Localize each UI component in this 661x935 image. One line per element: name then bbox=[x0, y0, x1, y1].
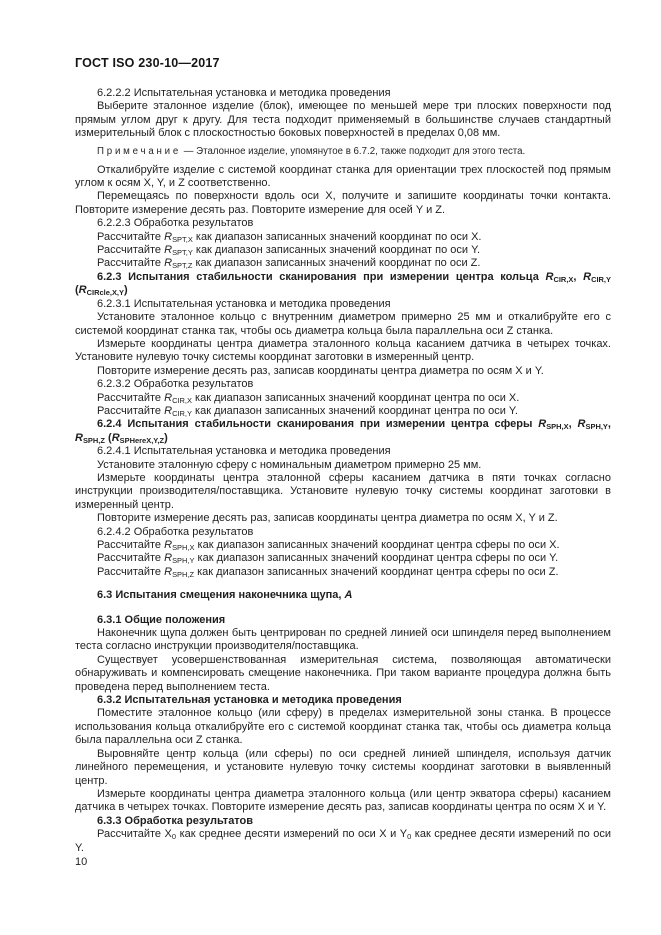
subclause-heading-6-2-3-2: 6.2.3.2 Обработка результатов bbox=[97, 378, 254, 391]
paragraph: Рассчитайте $R_{SPT,Z}$ как диапазон записанных значений координат по оси Z. bbox=[97, 257, 481, 271]
paragraph: Поместите эталонное кольцо (или сферу) в пределах измерительной зоны станка. В процессе использования кольца откалибруйте его с системой координат станка так, чтобы ось диаметра кольца была параллельна оси Z станка. bbox=[75, 707, 611, 747]
clause-heading-6-3-1: 6.3.1 Общие положения bbox=[97, 613, 226, 626]
paragraph: Наконечник щупа должен быть центрирован по средней линией оси шпинделя перед выполнением теста согласно инструкции производителя/поставщика. bbox=[75, 627, 611, 653]
clause-heading-6-2-4: 6.2.4 Испытания стабильности сканирования при измерении центра сферы $R_{SPH,X}$, $R_{SPH,Y}$, $R_{SPH,Z}$ $(R_{SPHereX,Y,Z})$ bbox=[75, 418, 611, 445]
page-number: 10 bbox=[75, 855, 88, 868]
paragraph: Измерьте координаты центра диаметра эталонного кольца касанием датчика в четырех точках. Установите нулевую точку системы координат заготовки в измеренный центр. bbox=[75, 337, 611, 364]
paragraph: Рассчитайте $R_{CIR,X}$ как диапазон записанных значений координат центра по оси X. bbox=[97, 391, 520, 405]
running-header: ГОСТ ISO 230-10—2017 bbox=[75, 56, 220, 70]
paragraph: Рассчитайте $R_{SPH,Y}$ как диапазон записанных значений координат центра сферы по оси Y. bbox=[97, 552, 559, 566]
subclause-heading-6-2-4-2: 6.2.4.2 Обработка результатов bbox=[97, 525, 254, 538]
clause-heading-6-2-3: 6.2.3 Испытания стабильности сканирования при измерении центра кольца $R_{CIR,X}$, $R_{CIR,Y}$ $(R_{CIRcle,X,Y})$ bbox=[75, 270, 611, 298]
paragraph: Перемещаясь по поверхности вдоль оси X, получите и запишите координаты точки контакта. Повторите измерение десять раз. Повторите измерение для осей Y и Z. bbox=[75, 190, 611, 216]
paragraph: Рассчитайте $R_{SPT,X}$ как диапазон записанных значений координат по оси X. bbox=[97, 230, 482, 244]
clause-heading-6-3-3: 6.3.3 Обработка результатов bbox=[97, 814, 254, 827]
paragraph: Измерьте координаты центра диаметра эталонного кольца (или центр экватора сферы) касанием датчика в четырех точках. Повторите измерение десять раз, записав координаты центра по осям X и Y. bbox=[75, 787, 611, 814]
subclause-heading-6-2-2-2: 6.2.2.2 Испытательная установка и методика проведения bbox=[97, 87, 391, 99]
paragraph: Рассчитайте $R_{SPH,Z}$ как диапазон записанных значений координат центра сферы по оси Z. bbox=[97, 565, 559, 579]
subclause-heading-6-2-2-3: 6.2.2.3 Обработка результатов bbox=[97, 217, 254, 230]
paragraph: Рассчитайте $R_{CIR,Y}$ как диапазон записанных значений координат центра по оси Y. bbox=[97, 404, 518, 418]
paragraph: Установите эталонное кольцо с внутренним диаметром примерно 25 мм и откалибруйте его с системой координат станка так, чтобы ось диаметра кольца была параллельна оси Z станка. bbox=[75, 311, 611, 337]
paragraph: Выровняйте центр кольца (или сферы) по оси средней линией шпинделя, используя датчик линейного перемещения, и установите нулевую точку системы координат заготовки в выявленный центр. bbox=[75, 747, 611, 787]
paragraph: Повторите измерение десять раз, записав координаты центра диаметра по осям X, Y и Z. bbox=[97, 512, 558, 525]
paragraph: Установите эталонную сферу с номинальным диаметром примерно 25 мм. bbox=[97, 458, 482, 471]
paragraph: Рассчитайте $R_{SPH,X}$ как диапазон записанных значений координат центра сферы по оси X. bbox=[97, 539, 560, 552]
clause-heading-6-3-2: 6.3.2 Испытательная установка и методика проведения bbox=[97, 694, 402, 707]
paragraph: Рассчитайте $X_0$ как среднее десяти измерений по оси X и $Y_0$ как среднее десяти измерений по оси Y. bbox=[75, 828, 611, 854]
section-heading-6-3: 6.3 Испытания смещения наконечника щупа, А bbox=[97, 589, 353, 602]
paragraph: Рассчитайте $R_{SPT,Y}$ как диапазон записанных значений координат по оси Y. bbox=[97, 244, 481, 257]
paragraph: Повторите измерение десять раз, записав координаты центра диаметра по осям X и Y. bbox=[97, 364, 544, 377]
subclause-heading-6-2-3-1: 6.2.3.1 Испытательная установка и методика проведения bbox=[97, 297, 391, 310]
document-content bbox=[75, 87, 611, 869]
paragraph: Откалибруйте изделие с системой координат станка для ориентации трех плоскостей под прямым углом к осям X, Y, и Z соответственно. bbox=[75, 163, 611, 190]
paragraph: Существует усовершенствованная измерительная система, позволяющая автоматически обнаруживать и компенсировать смещение наконечника. При таком варианте процедура должна быть проведена перед выполнением теста. bbox=[75, 653, 611, 693]
paragraph: Измерьте координаты центра эталонной сферы касанием датчика в пяти точках согласно инструкции производителя/поставщика. Установите нулевую точку системы координат заготовки в измеренный центр. bbox=[75, 471, 611, 511]
subclause-heading-6-2-4-1: 6.2.4.1 Испытательная установка и методика проведения bbox=[97, 445, 391, 458]
paragraph: Выберите эталонное изделие (блок), имеющее по меньшей мере три плоских поверхности под прямым углом друг к другу. Для теста подходит применяемый в большинстве случаев стандартный измерительный блок с плоскостностью боковых поверхностей в пределах 0,08 мм. bbox=[75, 100, 611, 140]
note-paragraph: Примечание — Эталонное изделие, упомянутое в 6.7.2, также подходит для этого теста. bbox=[97, 145, 526, 157]
